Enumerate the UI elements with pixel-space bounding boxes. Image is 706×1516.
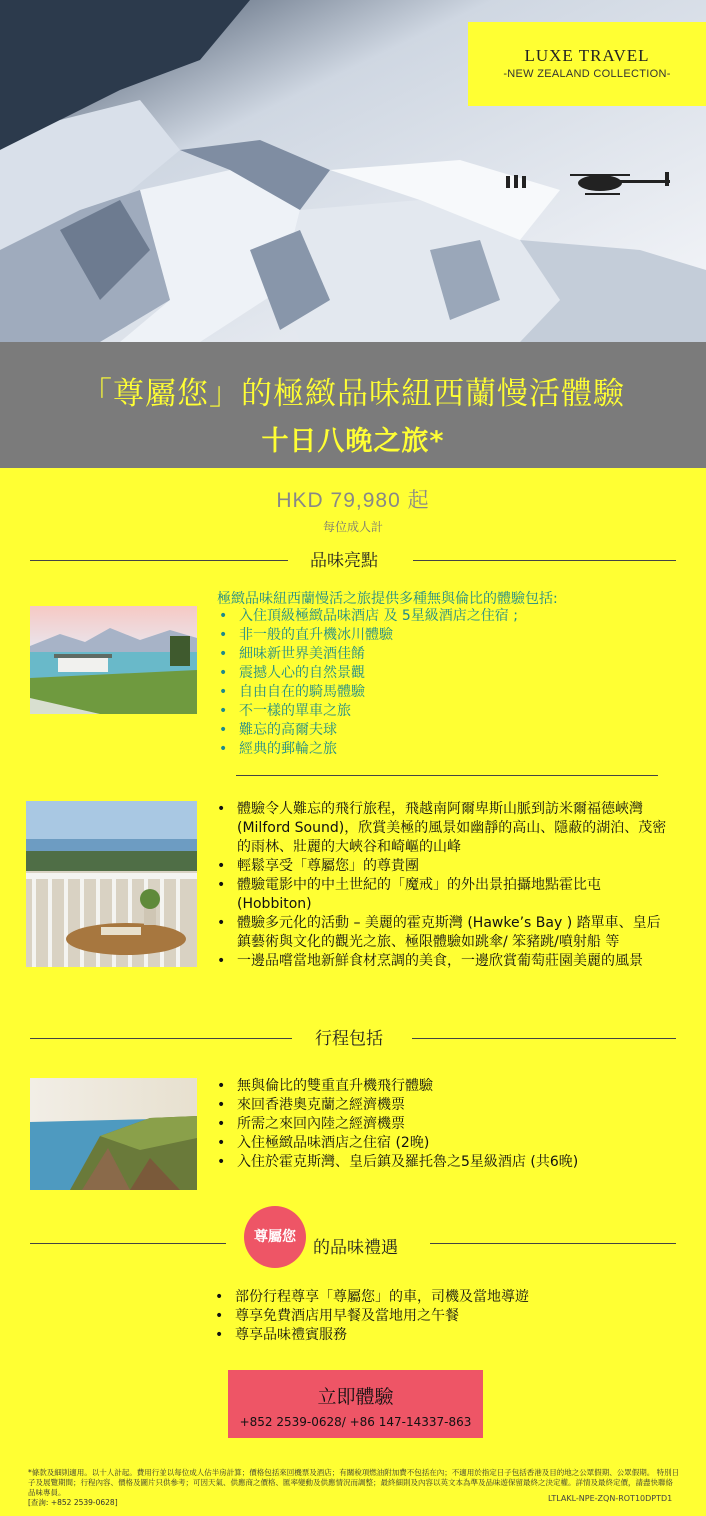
list-item: • 經典的郵輪之旅 — [217, 740, 657, 759]
book-now-label: 立即體驗 — [317, 1386, 394, 1408]
privilege-badge: 尊屬您 — [244, 1206, 306, 1268]
list-item: • 震撼人心的自然景觀 — [217, 664, 657, 683]
privileges-list — [213, 1288, 668, 1345]
list-item: • 細味新世界美酒佳餚 — [217, 645, 657, 664]
list-item: • 體驗令人難忘的飛行旅程，飛越南阿爾卑斯山脈到訪米爾福德峽灣 (Milford Sound)，欣賞美極的風景如幽靜的高山、隱蔽的湖泊、茂密的雨林、壯麗的大峽谷和崎嶇的山峰 — [215, 800, 670, 857]
highlights-list — [217, 607, 657, 759]
list-item: • 輕鬆享受「尊屬您」的尊貴團 — [215, 857, 670, 876]
price-note: 每位成人計 — [322, 520, 383, 534]
highlights-heading — [30, 546, 676, 576]
heading-rule-right — [413, 560, 676, 561]
balcony-photo — [26, 801, 197, 967]
list-item: • 非一般的直升機冰川體驗 — [217, 626, 657, 645]
itinerary-heading-label: 行程包括 — [315, 1029, 383, 1049]
price-block — [0, 484, 706, 535]
terms-text: *條款及細則適用。以十人計起。費用行並以每位成人佔半房計算；價格包括來回機票及酒店；有關稅項燃油附加費不包括在內；不適用於指定日子包括香港及目的地之公眾假期、公眾假期。 特別日子及展覽期間；行程內容、價格及圖片只供參考；可因天氣、供應商之價格、匯率變動及供應情況而調整；最終細則及內容以英文本為準及品味遊保留最終之決定權。詳情及最終定價，請盡快聯絡品味專員。 — [28, 1468, 680, 1497]
list-item: • 自由自在的騎馬體驗 — [217, 683, 657, 702]
list-item: • 入住頂級極緻品味酒店 及 5星級酒店之住宿 ; — [217, 607, 657, 626]
list-item: • 難忘的高爾夫球 — [217, 721, 657, 740]
privileges-heading-label: 的品味禮遇 — [313, 1238, 398, 1258]
list-item: • 不一樣的單車之旅 — [217, 702, 657, 721]
heading-rule-left — [30, 560, 288, 561]
list-item: • 尊享免費酒店用早餐及當地用之午餐 — [213, 1307, 668, 1326]
heading-rule-left — [30, 1038, 292, 1039]
list-item: • 部份行程尊享「尊屬您」的車，司機及當地導遊 — [213, 1288, 668, 1307]
lake-lodge-photo — [30, 606, 197, 714]
brand-box — [468, 22, 706, 106]
heading-rule-right — [430, 1243, 676, 1244]
coast-golf-photo — [30, 1078, 197, 1190]
heading-rule-right — [412, 1038, 676, 1039]
section-divider — [236, 775, 658, 776]
itinerary-list — [215, 1077, 670, 1172]
enquiry-contact: [查詢: +852 2539-0628] — [28, 1498, 118, 1507]
list-item: • 體驗多元化的活動 – 美麗的霍克斯灣 (Hawke’s Bay ) 踏單車、皇后鎮藝術與文化的觀光之旅、極限體驗如跳傘/ 笨豬跳/噴射船 等 — [215, 914, 670, 952]
list-item: • 一邊品嚐當地新鮮食材烹調的美食，一邊欣賞葡萄莊園美麗的風景 — [215, 952, 670, 971]
title-band — [0, 342, 706, 468]
book-now-button[interactable] — [228, 1370, 483, 1438]
headline-sub: 十日八晚之旅* — [261, 426, 445, 457]
list-item: • 入住極緻品味酒店之住宿 (2晚) — [215, 1134, 670, 1153]
hero-glacier-photo — [0, 0, 706, 342]
list-item: • 尊享品味禮賓服務 — [213, 1326, 668, 1345]
experiences-list — [215, 800, 670, 971]
contact-phones: +852 2539-0628/ +86 147-14337-863 — [239, 1415, 472, 1429]
list-item: • 體驗電影中的中土世紀的「魔戒」的外出景拍攝地點霍比屯 (Hobbiton) — [215, 876, 670, 914]
list-item: • 無與倫比的雙重直升機飛行體驗 — [215, 1077, 670, 1096]
list-item: • 來回香港奧克蘭之經濟機票 — [215, 1096, 670, 1115]
list-item: • 所需之來回內陸之經濟機票 — [215, 1115, 670, 1134]
highlights-intro: 極緻品味紐西蘭慢活之旅提供多種無與倫比的體驗包括: — [217, 591, 558, 607]
headline-main: 「尊屬您」的極緻品味紐西蘭慢活體驗 — [81, 376, 625, 412]
product-code: LTLAKL-NPE-ZQN-ROT10DPTD1 — [548, 1494, 673, 1503]
price-amount: HKD 79,980 起 — [276, 489, 430, 512]
brand-subtitle: -NEW ZEALAND COLLECTION- — [503, 68, 671, 80]
list-item: • 入住於霍克斯灣、皇后鎮及羅托魯之5星級酒店 (共6晚) — [215, 1153, 670, 1172]
brand-title: LUXE TRAVEL — [524, 46, 650, 65]
heading-rule-left — [30, 1243, 226, 1244]
highlights-heading-label: 品味亮點 — [310, 551, 378, 571]
itinerary-heading — [30, 1024, 676, 1054]
